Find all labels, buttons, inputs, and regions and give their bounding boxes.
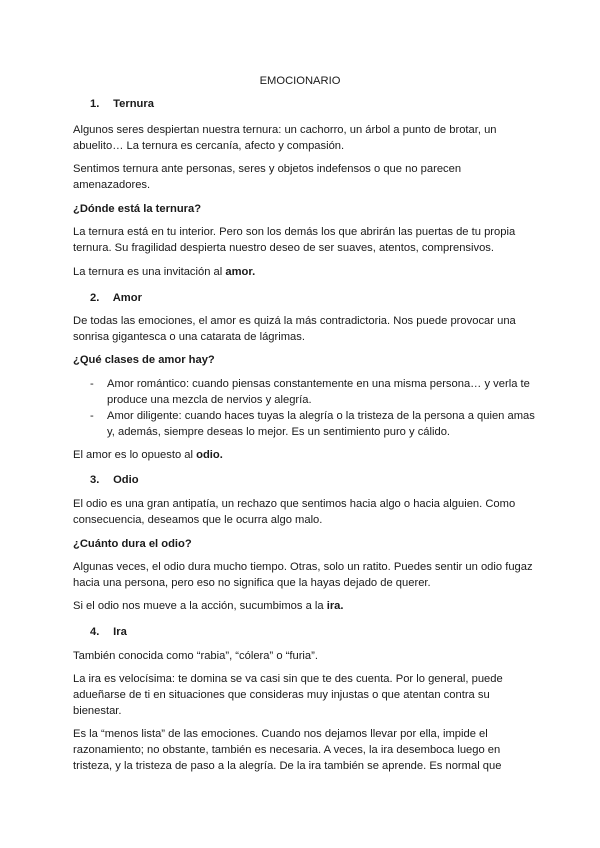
bold-keyword: ira. <box>326 600 344 612</box>
paragraph: Algunos seres despiertan nuestra ternura: un cachorro, un árbol a punto de brotar, un abuelito… La ternura es cercanía, afecto y compasión. <box>73 124 497 152</box>
bullet-dash: - <box>90 378 94 390</box>
section-heading-ternura <box>90 96 154 112</box>
section-heading-odio <box>90 472 139 488</box>
section-heading-amor <box>90 290 142 306</box>
subheading-question: ¿Dónde está la ternura? <box>73 203 202 215</box>
section-title: Amor <box>112 292 142 304</box>
paragraph: Algunas veces, el odio dura mucho tiempo. Otras, solo un ratito. Puedes sentir un odio fugaz hacia una persona, pero eso no significa que la hayas dejado de querer. <box>73 561 533 589</box>
list-item: - Amor diligente: cuando haces tuyas la alegría o la tristeza de la persona a quien amas y, además, siempre deseas lo mejor. Es un sentimiento puro y cálido. <box>90 410 535 438</box>
document-title: EMOCIONARIO <box>259 75 341 87</box>
closing-line: La ternura es una invitación al amor. <box>73 266 256 278</box>
paragraph: También conocida como “rabia”, “cólera” o “furia”. <box>73 650 318 662</box>
subheading-question: ¿Cuánto dura el odio? <box>73 538 192 550</box>
section-number: 2. <box>90 292 100 304</box>
section-number: 3. <box>90 474 100 486</box>
section-title: Odio <box>113 474 139 486</box>
section-number: 4. <box>90 626 100 638</box>
closing-line: Si el odio nos mueve a la acción, sucumbimos a la ira. <box>73 600 344 612</box>
paragraph: De todas las emociones, el amor es quizá la más contradictoria. Nos puede provocar una sonrisa gigantesca o una catarata de lágrimas. <box>73 315 516 343</box>
paragraph: Sentimos ternura ante personas, seres y objetos indefensos o que no parecen amenazadores. <box>73 163 462 191</box>
paragraph: La ternura está en tu interior. Pero son los demás los que abrirán las puertas de tu propia ternura. Su fragilidad despierta nuestro deseo de ser suaves, atentos, comprensivos. <box>73 226 516 254</box>
bold-keyword: odio. <box>196 449 223 461</box>
paragraph: La ira es velocísima: te domina se va casi sin que te des cuenta. Por lo general, puede adueñarse de ti en situaciones que consideras muy injustas o que atentan contra su bienestar. <box>73 673 503 717</box>
section-title: Ternura <box>113 98 154 110</box>
bullet-dash: - <box>90 410 94 422</box>
section-heading-ira <box>90 624 127 640</box>
bold-keyword: amor. <box>225 266 256 278</box>
paragraph: Es la “menos lista” de las emociones. Cuando nos dejamos llevar por ella, impide el razonamiento; no obstante, también es necesaria. A veces, la ira desemboca luego en tristeza, y la tristeza de paso a la alegría. De la ira también se aprende. Es normal que <box>73 728 502 772</box>
section-number: 1. <box>90 98 100 110</box>
section-title: Ira <box>113 626 127 638</box>
list-item: - Amor romántico: cuando piensas constantemente en una misma persona… y verla te produce una mezcla de nervios y alegría. <box>90 378 530 406</box>
closing-line: El amor es lo opuesto al odio. <box>73 449 223 461</box>
paragraph: El odio es una gran antipatía, un rechazo que sentimos hacia algo o hacia alguien. Como consecuencia, deseamos que le ocurra algo malo. <box>73 498 516 526</box>
subheading-question: ¿Qué clases de amor hay? <box>73 354 215 366</box>
